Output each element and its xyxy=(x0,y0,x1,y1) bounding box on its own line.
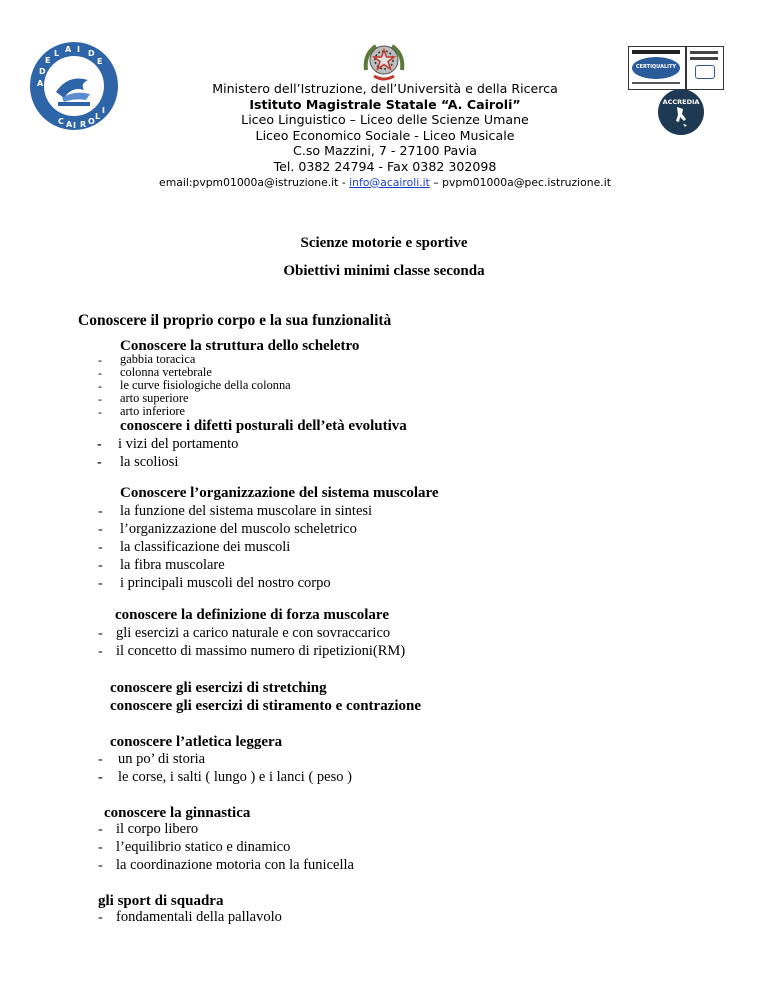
accredia-text: ACCREDIA xyxy=(662,98,700,106)
logo-letter: E xyxy=(97,57,103,66)
list-dash: - xyxy=(98,626,103,641)
section-heading-strength: conoscere la definizione di forza muscolare xyxy=(115,607,389,623)
list-item: arto superiore xyxy=(120,391,189,405)
list-dash: - xyxy=(98,770,103,785)
republic-emblem xyxy=(362,40,406,82)
certiquality-text: CERTIQUALITY xyxy=(635,64,677,70)
email-suffix: – pvpm01000a@pec.istruzione.it xyxy=(429,175,611,189)
list-item: la classificazione dei muscoli xyxy=(120,539,291,555)
list-item: i vizi del portamento xyxy=(118,436,239,452)
list-dash: - xyxy=(98,540,103,555)
list-dash: - xyxy=(98,752,103,767)
list-item: fondamentali della pallavolo xyxy=(116,909,282,925)
section-heading-stiramento: conoscere gli esercizi di stiramento e contrazione xyxy=(110,698,422,714)
email-link[interactable]: info@acairoli.it xyxy=(349,175,430,189)
list-item: il concetto di massimo numero di ripetizioni(RM) xyxy=(116,643,406,659)
logo-letter: E xyxy=(45,56,51,65)
list-dash: - xyxy=(98,392,102,406)
list-item: un po’ di storia xyxy=(118,751,206,767)
logo-letter: L xyxy=(95,112,101,121)
logo-letter: R xyxy=(80,120,87,129)
institute-name: Istituto Magistrale Statale “A. Cairoli” xyxy=(249,96,521,112)
schools-line-1: Liceo Linguistico – Liceo delle Scienze Umane xyxy=(241,112,529,128)
list-item: la fibra muscolare xyxy=(120,557,225,573)
email-prefix: email:pvpm01000a@istruzione.it - xyxy=(159,175,350,189)
iqnet-logo xyxy=(686,46,724,90)
section-heading-athletics: conoscere l’atletica leggera xyxy=(110,734,283,750)
list-item: le corse, i salti ( lungo ) e i lanci ( peso ) xyxy=(118,769,352,785)
list-item: l’organizzazione del muscolo scheletrico xyxy=(120,521,357,537)
list-dash: - xyxy=(98,644,103,659)
phone-line: Tel. 0382 24794 - Fax 0382 302098 xyxy=(273,158,497,174)
logo-letter: I xyxy=(102,106,105,115)
logo-letter: O xyxy=(88,117,95,126)
list-dash: - xyxy=(98,366,102,380)
list-item: il corpo libero xyxy=(116,821,199,837)
logo-letter: A xyxy=(37,79,44,88)
list-dash: - xyxy=(98,840,103,855)
ministry-line: Ministero dell’Istruzione, dell’Università e della Ricerca xyxy=(212,81,558,96)
logo-letter: A xyxy=(66,120,73,129)
section-heading-postural: conoscere i difetti posturali dell’età evolutiva xyxy=(120,418,407,434)
list-dash: - xyxy=(98,353,102,367)
list-dash: - xyxy=(98,558,103,573)
list-dash: - xyxy=(98,576,103,591)
list-item: gli esercizi a carico naturale e con sovraccarico xyxy=(116,625,391,641)
section-heading-team-sports: gli sport di squadra xyxy=(98,893,224,909)
certiquality-logo xyxy=(628,46,686,90)
logo-letter: L xyxy=(54,49,60,58)
list-dash: - xyxy=(98,910,103,925)
list-dash: - xyxy=(98,379,102,393)
school-logo xyxy=(28,40,120,132)
schools-line-2: Liceo Economico Sociale - Liceo Musicale xyxy=(255,127,515,143)
section-heading-stretching: conoscere gli esercizi di stretching xyxy=(110,680,327,696)
logo-letter: D xyxy=(88,49,95,58)
list-item: le curve fisiologiche della colonna xyxy=(120,378,291,392)
list-item: arto inferiore xyxy=(120,404,186,418)
logo-letter: I xyxy=(73,121,76,130)
list-dash: - xyxy=(98,504,103,519)
list-item: la scoliosi xyxy=(120,454,179,470)
logo-letter: C xyxy=(58,117,64,126)
list-dash: - xyxy=(98,522,103,537)
subject-title: Scienze motorie e sportive xyxy=(300,235,468,251)
subtitle: Obiettivi minimi classe seconda xyxy=(283,263,485,279)
list-dash: - xyxy=(98,822,103,837)
list-item: l’equilibrio statico e dinamico xyxy=(116,839,291,855)
list-item: i principali muscoli del nostro corpo xyxy=(120,575,331,591)
list-dash: - xyxy=(98,858,103,873)
email-line xyxy=(140,175,630,191)
list-item: la funzione del sistema muscolare in sintesi xyxy=(120,503,373,519)
list-item: gabbia toracica xyxy=(120,352,196,366)
school-header xyxy=(140,81,630,190)
list-dash: - xyxy=(97,455,102,470)
section-heading-skeleton: Conoscere la struttura dello scheletro xyxy=(120,338,360,354)
address-line: C.so Mazzini, 7 - 27100 Pavia xyxy=(293,143,477,159)
main-heading: Conoscere il proprio corpo e la sua funzionalità xyxy=(78,312,392,329)
list-item: la coordinazione motoria con la funicella xyxy=(116,857,354,873)
logo-letter: A xyxy=(65,45,72,54)
list-dash: - xyxy=(97,437,102,452)
section-heading-gymnastics: conoscere la ginnastica xyxy=(104,805,251,821)
section-heading-muscular: Conoscere l’organizzazione del sistema muscolare xyxy=(120,485,439,501)
list-item: colonna vertebrale xyxy=(120,365,212,379)
list-dash: - xyxy=(98,405,102,419)
accredia-logo xyxy=(658,89,704,135)
logo-letter: I xyxy=(77,45,80,54)
logo-letter: D xyxy=(39,67,46,76)
